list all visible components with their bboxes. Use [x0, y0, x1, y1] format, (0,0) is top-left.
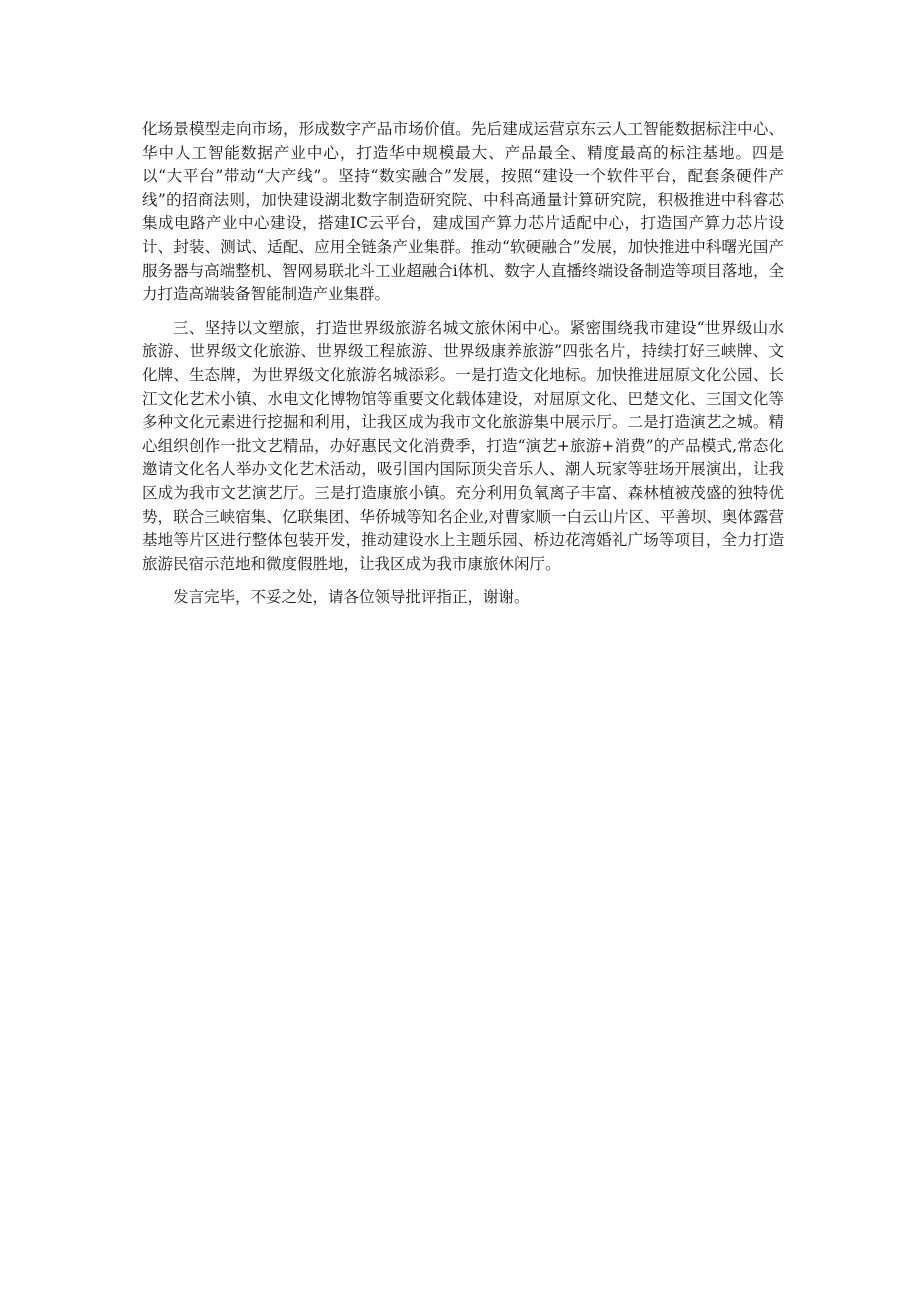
document-body [142, 118, 784, 620]
paragraph-closing: 发言完毕，不妥之处，请各位领导批评指正，谢谢。 [173, 588, 530, 607]
paragraph-section-three: 三、坚持以文塑旅，打造世界级旅游名城文旅休闲中心。紧密围绕我市建设“世界级山水旅游、世界级文化旅游、世界级工程旅游、世界级康养旅游”四张名片，持续打好三峡牌、文化牌、生态牌，为世界级文化旅游名城添彩。一是打造文化地标。加快推进屈原文化公园、长江文化艺术小镇、水电文化博物馆等重要文化载体建设，对屈原文化、巴楚文化、三国文化等多种文化元素进行挖掘和利用，让我区成为我市文化旅游集中展示厅。二是打造演艺之城。精心组织创作一批文艺精品，办好惠民文化消费季，打造“演艺+旅游+消费”的产品模式,常态化邀请文化名人举办文化艺术活动，吸引国内国际顶尖音乐人、潮人玩家等驻场开展演出，让我区成为我市文艺演艺厅。三是打造康旅小镇。充分利用负氧离子丰富、森林植被茂盛的独特优势，联合三峡宿集、亿联集团、华侨城等知名企业,对曹家顺一白云山片区、平善坝、奥体露营基地等片区进行整体包装开发，推动建设水上主题乐园、桥边花湾婚礼广场等项目，全力打造旅游民宿示范地和微度假胜地，让我区成为我市康旅休闲厅。 [142, 318, 784, 573]
paragraph-continued: 化场景模型走向市场，形成数字产品市场价值。先后建成运营京东云人工智能数据标注中心、华中人工智能数据产业中心，打造华中规模最大、产品最全、精度最高的标注基地。四是以“大平台”带动“大产线”。坚持“数实融合”发展，按照“建设一个软件平台，配套条硬件产线”的招商法则，加快建设湖北数字制造研究院、中科高通量计算研究院，积极推进中科睿芯集成电路产业中心建设，搭建IC云平台，建成国产算力芯片适配中心，打造国产算力芯片设计、封装、测试、适配、应用全链条产业集群。推动“软硬融合”发展，加快推进中科曙光国产服务器与高端整机、智网易联北斗工业超融合i体机、数字人直播终端设备制造等项目落地，全力打造高端装备智能制造产业集群。 [142, 120, 784, 304]
